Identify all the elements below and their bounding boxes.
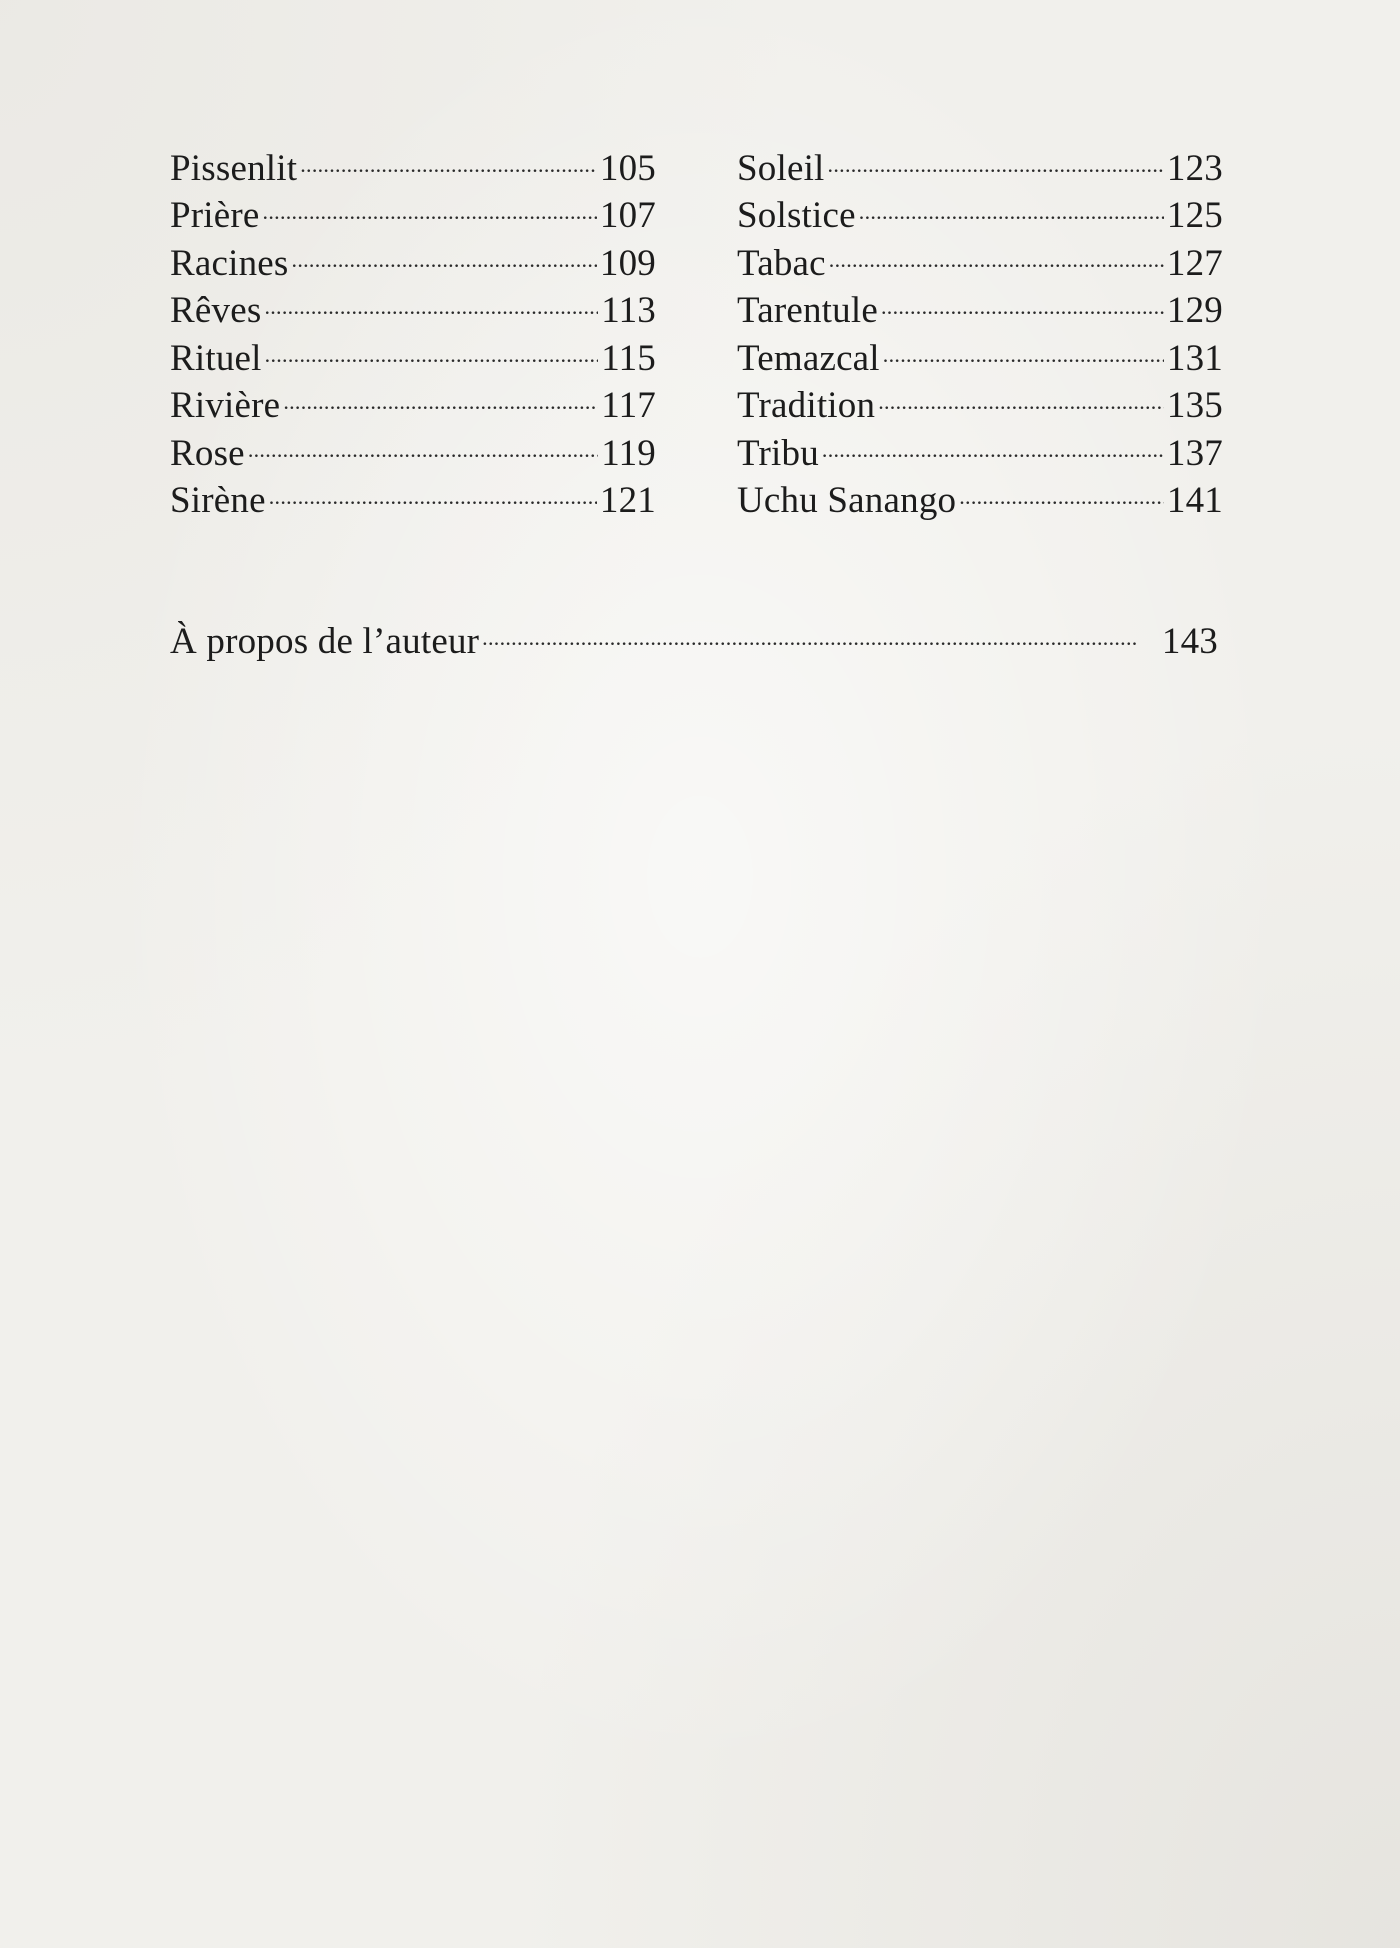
toc-leader-dots [300,132,597,180]
toc-entry-title: Tribu [737,432,819,474]
toc-entry-title: Tradition [737,385,876,426]
toc-leader-dots [822,417,1164,465]
toc-entry-title: Tabac [737,242,826,284]
toc-leader-dots [482,605,1159,653]
toc-entry-title: Rivière [170,385,281,426]
toc-entry-page: 135 [1166,385,1223,426]
toc-leader-dots [264,275,598,323]
toc-leader-dots [859,180,1164,228]
toc-entry-title: Rituel [170,337,262,379]
toc-entry[interactable] [737,132,1223,189]
toc-entry-page: 137 [1166,432,1223,474]
toc-entry-page: 113 [601,290,656,331]
toc-entry-page: 123 [1166,147,1223,189]
toc-entry-about-author[interactable] [170,605,1218,662]
toc-entry-page: 115 [601,337,656,379]
toc-entry-page: 117 [601,385,656,426]
toc-entry-page: 109 [599,242,656,284]
toc-about-author [170,605,1218,662]
toc-entry-title: Uchu Sanango [737,480,957,521]
toc-leader-dots [883,322,1164,370]
toc-entry-title: Solstice [737,195,856,236]
toc-leader-dots [269,465,597,513]
toc-entry-title: À propos de l’auteur [170,620,480,662]
toc-right-column [737,132,1223,521]
toc-leader-dots [263,180,597,228]
toc-leader-dots [828,132,1164,180]
toc-leader-dots [292,227,597,275]
toc-entry-page: 129 [1166,290,1223,331]
toc-entry[interactable] [170,132,656,189]
toc-left-column [170,132,656,521]
toc-entry-title: Soleil [737,147,825,189]
toc-entry-page: 127 [1166,242,1223,284]
toc-entry-page: 105 [599,147,656,189]
toc-entry-page: 107 [599,195,656,236]
toc-entry-title: Rose [170,432,245,474]
toc-leader-dots [248,417,598,465]
toc-entry-page: 121 [599,480,656,521]
toc-entry-page: 143 [1161,620,1218,662]
toc-entry-title: Rêves [170,290,262,331]
toc-entry-title: Pissenlit [170,147,298,189]
toc-entry-title: Racines [170,242,289,284]
toc-leader-dots [959,465,1164,513]
toc-entry-title: Prière [170,195,260,236]
toc-entry-page: 125 [1166,195,1223,236]
toc-entry-title: Temazcal [737,337,880,379]
toc-leader-dots [283,370,598,418]
toc-leader-dots [878,370,1164,418]
toc-entry-title: Tarentule [737,290,878,331]
toc-leader-dots [881,275,1164,323]
toc-entry-page: 119 [601,432,656,474]
toc-entry-title: Sirène [170,480,266,521]
toc-leader-dots [829,227,1164,275]
toc-entry-page: 141 [1166,480,1223,521]
toc-entry-page: 131 [1166,337,1223,379]
toc-leader-dots [265,322,599,370]
